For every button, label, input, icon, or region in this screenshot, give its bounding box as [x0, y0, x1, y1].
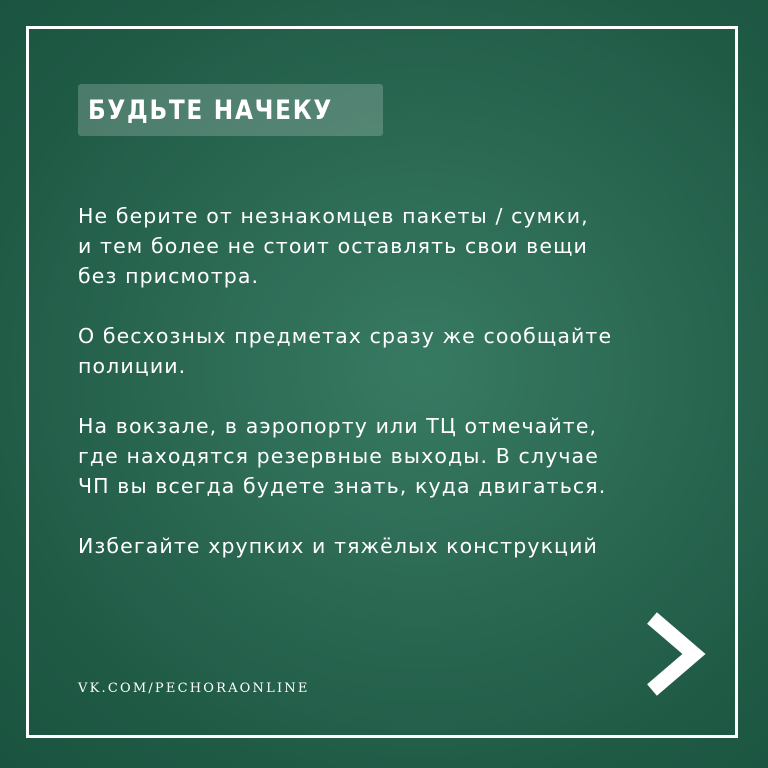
advice-paragraph-1: Не берите от незнакомцев пакеты / сумки, и тем более не стоит оставлять свои вещи без присмотра.	[78, 204, 589, 288]
source-link[interactable]: VK.COM/PECHORAONLINE	[78, 681, 310, 696]
page-title: БУДЬТЕ НАЧЕКУ	[88, 94, 334, 126]
advice-paragraph-4: Избегайте хрупких и тяжёлых конструкций	[78, 534, 598, 558]
title-badge	[78, 84, 383, 136]
chevron-right-icon[interactable]	[644, 610, 706, 698]
advice-paragraph-2: О бесхозных предметах сразу же сообщайте полиции.	[78, 324, 613, 378]
advice-paragraph-3: На вокзале, в аэропорту или ТЦ отмечайте, где находятся резервные выходы. В случае ЧП вы всегда будете знать, куда двигаться.	[78, 414, 607, 498]
advice-text	[78, 201, 718, 591]
